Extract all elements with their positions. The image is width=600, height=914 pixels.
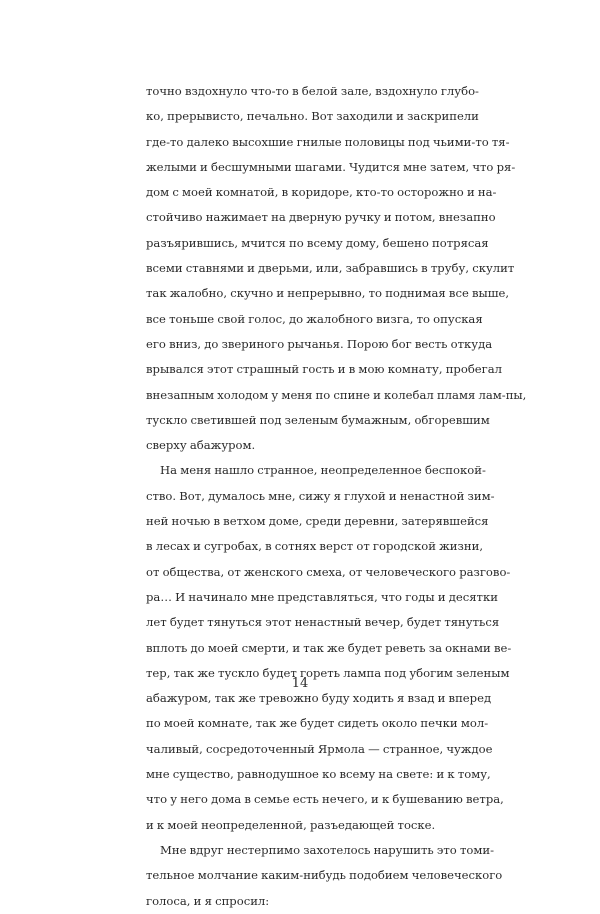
text-line: голоса, и я спросил:: [146, 893, 270, 908]
text-line: сверху абажуром.: [146, 438, 256, 453]
text-line: тер, так же тускло будет гореть лампа под убогим зеленым: [146, 665, 510, 680]
text-line: абажуром, так же тревожно буду ходить я взад и вперед: [146, 691, 492, 706]
text-line: ра… И начинало мне представляться, что годы и десятки: [146, 589, 498, 604]
text-line: где-то далеко высохшие гнилые половицы под чьими-то тя-: [146, 134, 510, 149]
text-line: разъярившись, мчится по всему дому, бешено потрясая: [146, 235, 489, 250]
text-line: дом с моей комнатой, в коридоре, кто-то осторожно и на-: [146, 185, 497, 200]
text-line: все тоньше свой голос, до жалобного визга, то опуская: [146, 311, 483, 326]
text-line: ство. Вот, думалось мне, сижу я глухой и ненастной зим-: [146, 488, 495, 503]
text-line: чаливый, сосредоточенный Ярмола — странное, чуждое: [146, 741, 493, 756]
text-line: мне существо, равнодушное ко всему на свете: и к тому,: [146, 767, 491, 782]
text-line: от общества, от женского смеха, от человеческого разгово-: [146, 564, 511, 579]
text-line: ней ночью в ветхом доме, среди деревни, затерявшейся: [146, 514, 489, 529]
text-line: точно вздохнуло что-то в белой зале, вздохнуло глубо-: [146, 84, 479, 98]
text-line: лет будет тянуться этот ненастный вечер, будет тянуться: [146, 615, 500, 630]
body-text: [146, 79, 527, 914]
text-line: по моей комнате, так же будет сидеть около печки мол-: [146, 716, 489, 731]
text-line: На меня нашло странное, неопределенное беспокой-: [160, 463, 486, 478]
text-line: стойчиво нажимает на дверную ручку и потом, внезапно: [146, 210, 496, 225]
text-line: так жалобно, скучно и непрерывно, то поднимая все выше,: [146, 286, 510, 301]
text-line: ко, прерывисто, печально. Вот заходили и заскрипели: [146, 109, 479, 124]
text-line: тускло светившей под зеленым бумажным, обгоревшим: [146, 412, 490, 427]
text-line: Мне вдруг нестерпимо захотелось нарушить это томи-: [160, 842, 495, 857]
text-line: его вниз, до звериного рычанья. Порою бог весть откуда: [146, 336, 493, 351]
page-number: 14: [291, 676, 309, 691]
text-line: желыми и бесшумными шагами. Чудится мне затем, что ря-: [146, 159, 516, 174]
text-line: тельное молчание каким-нибудь подобием человеческого: [146, 868, 503, 883]
text-line: что у него дома в семье есть нечего, и к бушеванию ветра,: [146, 792, 504, 807]
text-line: врывался этот страшный гость и в мою комнату, пробегал: [146, 362, 503, 377]
text-line: и к моей неопределенной, разъедающей тоске.: [146, 817, 436, 832]
text-line: вплоть до моей смерти, и так же будет реветь за окнами ве-: [146, 640, 512, 655]
text-line: в лесах и сугробах, в сотнях верст от городской жизни,: [146, 539, 484, 554]
text-line: внезапным холодом у меня по спине и колебал пламя лам-пы,: [146, 387, 527, 402]
text-line: всеми ставнями и дверьми, или, забравшись в трубу, скулит: [146, 261, 515, 276]
